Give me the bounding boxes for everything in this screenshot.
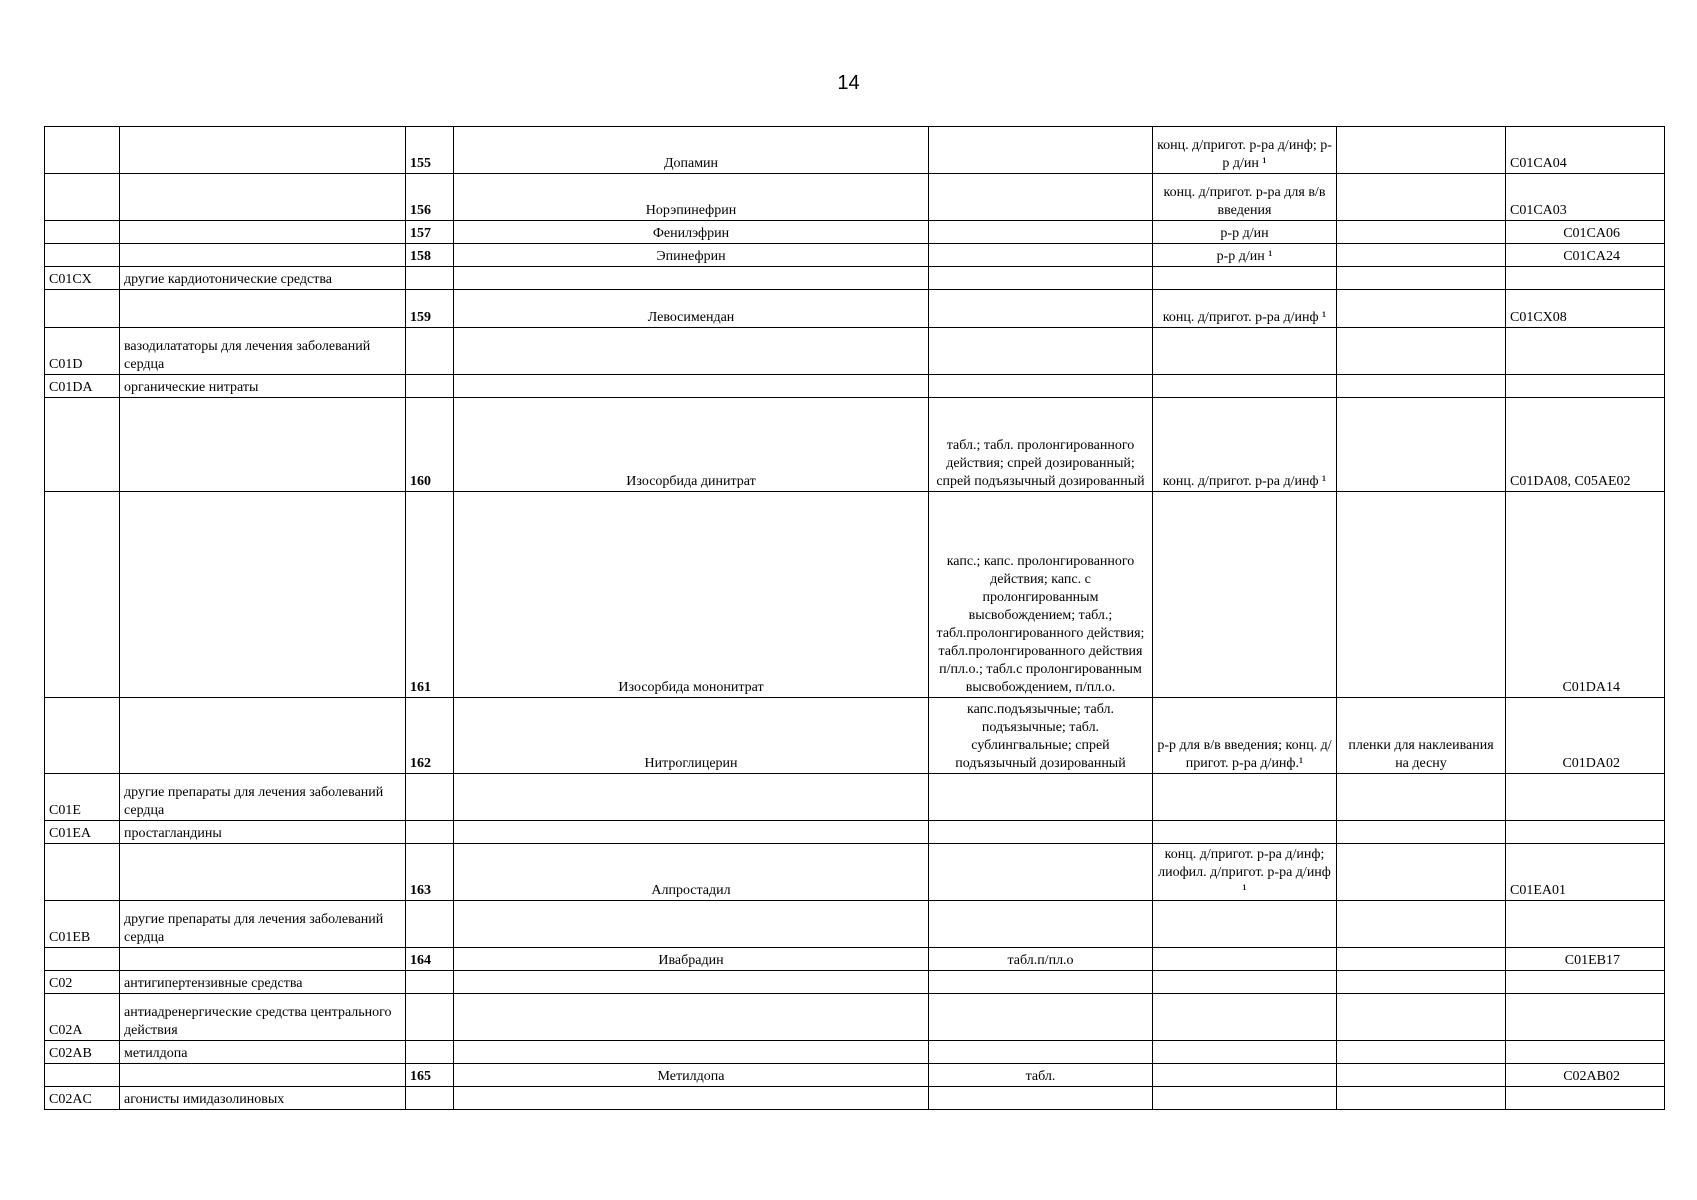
drug-number-cell: 157 xyxy=(406,221,454,244)
atc-code-cell: C01EB xyxy=(45,901,120,948)
empty-cell xyxy=(1153,971,1337,994)
injection-form-cell xyxy=(1153,492,1337,698)
empty-cell xyxy=(45,948,120,971)
empty-cell xyxy=(120,844,406,901)
atc-code-cell: C01E xyxy=(45,774,120,821)
injection-form-cell xyxy=(1153,948,1337,971)
drug-name-cell: Левосимендан xyxy=(454,290,929,328)
drug-name-cell: Допамин xyxy=(454,127,929,174)
empty-cell xyxy=(1506,821,1665,844)
injection-form-cell: р-р д/ин xyxy=(1153,221,1337,244)
group-row xyxy=(45,328,1665,375)
drug-row xyxy=(45,221,1665,244)
drug-row xyxy=(45,174,1665,221)
injection-form-cell: конц. д/пригот. р-ра д/инф; р-р д/ин ¹ xyxy=(1153,127,1337,174)
drug-number-cell: 164 xyxy=(406,948,454,971)
dosage-form-cell xyxy=(929,290,1153,328)
group-name-cell: антигипертензивные средства xyxy=(120,971,406,994)
empty-cell xyxy=(1506,994,1665,1041)
atc-code-cell: C01CX xyxy=(45,267,120,290)
empty-cell xyxy=(1153,375,1337,398)
drug-name-cell: Норэпинефрин xyxy=(454,174,929,221)
empty-cell xyxy=(120,127,406,174)
empty-cell xyxy=(406,901,454,948)
atc-code-cell: C01DA xyxy=(45,375,120,398)
drug-row xyxy=(45,127,1665,174)
empty-cell xyxy=(454,774,929,821)
atc-drug-code-cell: C01CX08 xyxy=(1506,290,1665,328)
empty-cell xyxy=(454,375,929,398)
group-name-cell: органические нитраты xyxy=(120,375,406,398)
empty-cell xyxy=(929,774,1153,821)
table-body xyxy=(45,127,1665,1110)
dosage-form-cell xyxy=(929,844,1153,901)
dosage-form-cell xyxy=(929,127,1153,174)
empty-cell xyxy=(406,821,454,844)
page-number: 14 xyxy=(837,72,860,94)
empty-cell xyxy=(1506,1087,1665,1110)
group-name-cell: другие препараты для лечения заболеваний сердца xyxy=(120,774,406,821)
empty-cell xyxy=(45,844,120,901)
other-form-cell xyxy=(1337,221,1506,244)
drug-number-cell: 158 xyxy=(406,244,454,267)
atc-code-cell: C02 xyxy=(45,971,120,994)
drug-number-cell: 162 xyxy=(406,698,454,774)
atc-drug-code-cell: C01CA24 xyxy=(1506,244,1665,267)
empty-cell xyxy=(929,375,1153,398)
drug-name-cell: Алпростадил xyxy=(454,844,929,901)
group-row xyxy=(45,267,1665,290)
dosage-form-cell: капс.подъязычные; табл. подъязычные; табл. сублингвальные; спрей подъязычный дозированный xyxy=(929,698,1153,774)
group-name-cell: другие кардиотонические средства xyxy=(120,267,406,290)
empty-cell xyxy=(454,1041,929,1064)
drug-name-cell: Метилдопа xyxy=(454,1064,929,1087)
empty-cell xyxy=(929,1041,1153,1064)
atc-code-cell: C02AB xyxy=(45,1041,120,1064)
empty-cell xyxy=(1153,774,1337,821)
dosage-form-cell: капс.; капс. пролонгированного действия; капс. с пролонгированным высвобождением; табл.; табл.пролонгированного действия; табл.пролонгированного действия п/пл.о.; табл.с пролонгированным высвобождением, п/пл.о. xyxy=(929,492,1153,698)
empty-cell xyxy=(45,492,120,698)
group-name-cell: антиадренергические средства центрального действия xyxy=(120,994,406,1041)
empty-cell xyxy=(1506,328,1665,375)
empty-cell xyxy=(454,821,929,844)
drug-number-cell: 155 xyxy=(406,127,454,174)
empty-cell xyxy=(406,1041,454,1064)
empty-cell xyxy=(406,328,454,375)
empty-cell xyxy=(1153,328,1337,375)
dosage-form-cell: табл. xyxy=(929,1064,1153,1087)
drug-row xyxy=(45,244,1665,267)
empty-cell xyxy=(1506,1041,1665,1064)
drug-number-cell: 161 xyxy=(406,492,454,698)
empty-cell xyxy=(406,375,454,398)
drug-row xyxy=(45,698,1665,774)
injection-form-cell: р-р д/ин ¹ xyxy=(1153,244,1337,267)
group-row xyxy=(45,994,1665,1041)
atc-code-cell: C01EA xyxy=(45,821,120,844)
empty-cell xyxy=(454,328,929,375)
empty-cell xyxy=(1337,328,1506,375)
group-row xyxy=(45,1041,1665,1064)
atc-code-cell: C02A xyxy=(45,994,120,1041)
drug-row xyxy=(45,1064,1665,1087)
empty-cell xyxy=(929,994,1153,1041)
other-form-cell xyxy=(1337,398,1506,492)
empty-cell xyxy=(1506,774,1665,821)
empty-cell xyxy=(406,971,454,994)
atc-drug-code-cell: C01EA01 xyxy=(1506,844,1665,901)
drug-number-cell: 160 xyxy=(406,398,454,492)
atc-code-cell: C01D xyxy=(45,328,120,375)
injection-form-cell: конц. д/пригот. р-ра д/инф ¹ xyxy=(1153,398,1337,492)
empty-cell xyxy=(45,174,120,221)
group-name-cell: агонисты имидазолиновых xyxy=(120,1087,406,1110)
empty-cell xyxy=(1337,821,1506,844)
empty-cell xyxy=(120,398,406,492)
empty-cell xyxy=(1153,267,1337,290)
group-row xyxy=(45,901,1665,948)
empty-cell xyxy=(454,971,929,994)
atc-drug-code-cell: C01DA14 xyxy=(1506,492,1665,698)
dosage-form-cell xyxy=(929,221,1153,244)
other-form-cell xyxy=(1337,492,1506,698)
empty-cell xyxy=(1506,375,1665,398)
empty-cell xyxy=(454,267,929,290)
empty-cell xyxy=(45,290,120,328)
group-row xyxy=(45,1087,1665,1110)
group-row xyxy=(45,774,1665,821)
empty-cell xyxy=(1337,774,1506,821)
atc-drug-code-cell: C01CA03 xyxy=(1506,174,1665,221)
empty-cell xyxy=(120,221,406,244)
empty-cell xyxy=(45,398,120,492)
other-form-cell xyxy=(1337,174,1506,221)
empty-cell xyxy=(120,244,406,267)
drug-name-cell: Нитроглицерин xyxy=(454,698,929,774)
empty-cell xyxy=(1153,821,1337,844)
empty-cell xyxy=(120,492,406,698)
dosage-form-cell xyxy=(929,244,1153,267)
injection-form-cell: конц. д/пригот. р-ра д/инф; лиофил. д/пригот. р-ра д/инф ¹ xyxy=(1153,844,1337,901)
other-form-cell xyxy=(1337,290,1506,328)
empty-cell xyxy=(45,1064,120,1087)
empty-cell xyxy=(406,994,454,1041)
empty-cell xyxy=(454,1087,929,1110)
empty-cell xyxy=(406,267,454,290)
drug-name-cell: Изосорбида мононитрат xyxy=(454,492,929,698)
drug-number-cell: 156 xyxy=(406,174,454,221)
empty-cell xyxy=(1337,1041,1506,1064)
empty-cell xyxy=(1337,901,1506,948)
drug-row xyxy=(45,948,1665,971)
drug-row xyxy=(45,844,1665,901)
injection-form-cell xyxy=(1153,1064,1337,1087)
empty-cell xyxy=(45,698,120,774)
empty-cell xyxy=(1337,267,1506,290)
empty-cell xyxy=(45,221,120,244)
drug-name-cell: Фенилэфрин xyxy=(454,221,929,244)
empty-cell xyxy=(120,290,406,328)
empty-cell xyxy=(1153,1041,1337,1064)
empty-cell xyxy=(1337,971,1506,994)
atc-drug-code-cell: C02AB02 xyxy=(1506,1064,1665,1087)
drug-number-cell: 165 xyxy=(406,1064,454,1087)
empty-cell xyxy=(929,1087,1153,1110)
atc-drug-code-cell: C01DA02 xyxy=(1506,698,1665,774)
empty-cell xyxy=(929,328,1153,375)
empty-cell xyxy=(929,821,1153,844)
empty-cell xyxy=(1506,971,1665,994)
drug-number-cell: 159 xyxy=(406,290,454,328)
empty-cell xyxy=(1337,375,1506,398)
empty-cell xyxy=(929,971,1153,994)
empty-cell xyxy=(929,901,1153,948)
drug-row xyxy=(45,290,1665,328)
other-form-cell xyxy=(1337,1064,1506,1087)
other-form-cell xyxy=(1337,244,1506,267)
empty-cell xyxy=(929,267,1153,290)
empty-cell xyxy=(120,1064,406,1087)
atc-drug-code-cell: C01CA06 xyxy=(1506,221,1665,244)
injection-form-cell: р-р для в/в введения; конц. д/пригот. р-ра д/инф.¹ xyxy=(1153,698,1337,774)
drug-number-cell: 163 xyxy=(406,844,454,901)
drug-name-cell: Изосорбида динитрат xyxy=(454,398,929,492)
dosage-form-cell: табл.; табл. пролонгированного действия; спрей дозированный; спрей подъязычный дозированный xyxy=(929,398,1153,492)
drug-list-table xyxy=(44,126,1665,1110)
drug-row xyxy=(45,492,1665,698)
empty-cell xyxy=(1337,1087,1506,1110)
atc-code-cell: C02AC xyxy=(45,1087,120,1110)
dosage-form-cell: табл.п/пл.о xyxy=(929,948,1153,971)
drug-row xyxy=(45,398,1665,492)
empty-cell xyxy=(1153,994,1337,1041)
empty-cell xyxy=(1337,994,1506,1041)
injection-form-cell: конц. д/пригот. р-ра д/инф ¹ xyxy=(1153,290,1337,328)
empty-cell xyxy=(454,994,929,1041)
drug-name-cell: Ивабрадин xyxy=(454,948,929,971)
empty-cell xyxy=(454,901,929,948)
atc-drug-code-cell: C01DA08, C05AE02 xyxy=(1506,398,1665,492)
empty-cell xyxy=(1153,1087,1337,1110)
group-name-cell: простагландины xyxy=(120,821,406,844)
atc-drug-code-cell: C01CA04 xyxy=(1506,127,1665,174)
empty-cell xyxy=(1506,267,1665,290)
other-form-cell xyxy=(1337,127,1506,174)
empty-cell xyxy=(120,948,406,971)
group-row xyxy=(45,375,1665,398)
group-row xyxy=(45,971,1665,994)
empty-cell xyxy=(120,174,406,221)
empty-cell xyxy=(1153,901,1337,948)
empty-cell xyxy=(120,698,406,774)
atc-drug-code-cell: C01EB17 xyxy=(1506,948,1665,971)
group-name-cell: вазодилататоры для лечения заболеваний сердца xyxy=(120,328,406,375)
empty-cell xyxy=(45,127,120,174)
group-row xyxy=(45,821,1665,844)
group-name-cell: метилдопа xyxy=(120,1041,406,1064)
injection-form-cell: конц. д/пригот. р-ра для в/в введения xyxy=(1153,174,1337,221)
empty-cell xyxy=(406,774,454,821)
group-name-cell: другие препараты для лечения заболеваний сердца xyxy=(120,901,406,948)
empty-cell xyxy=(406,1087,454,1110)
drug-name-cell: Эпинефрин xyxy=(454,244,929,267)
empty-cell xyxy=(1506,901,1665,948)
other-form-cell: пленки для наклеивания на десну xyxy=(1337,698,1506,774)
other-form-cell xyxy=(1337,844,1506,901)
empty-cell xyxy=(45,244,120,267)
dosage-form-cell xyxy=(929,174,1153,221)
other-form-cell xyxy=(1337,948,1506,971)
